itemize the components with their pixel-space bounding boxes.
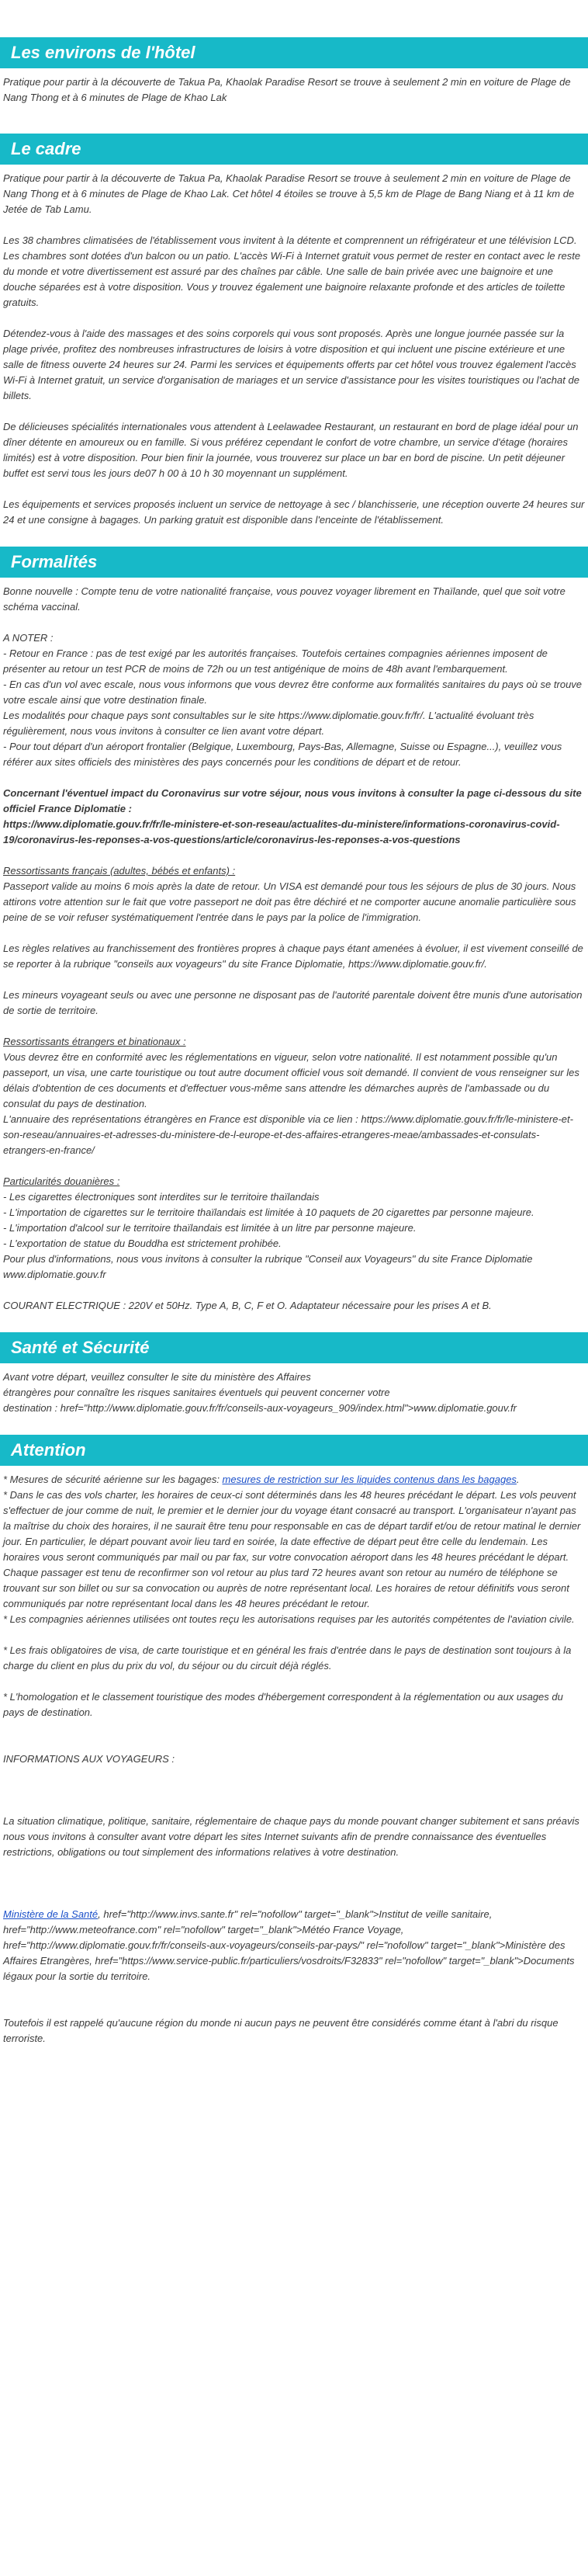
- section-body-attention: [0, 1466, 588, 2047]
- section-body-cadre: [0, 165, 588, 528]
- a-noter-text: - Retour en France : pas de test exigé par les autorités françaises. Toutefois certaines compagnies aériennes imposent de présenter au retour un test PCR de moins de 72h ou un test antigénique de moins de 48h avant l'embarquement. - En cas d'un vol avec escale, nous vous informons que vous devrez être conforme aux formalités sanitaires du pays où se trouve votre escale ainsi que votre destination finale. Les modalités pour chaque pays sont consultables sur le site https://www.diplomatie.gouv.fr/fr/. L'actualité évoluant très régulièrement, nous vous invitons à consulter ce lien avant votre départ. - Pour tout départ d'un aéroport frontalier (Belgique, Luxembourg, Pays-Bas, Allemagne, Suisse ou Espagne...), veuillez vous référer aux sites officiels des ministères des pays concernés pour les conditions de départ et de retour.: [3, 647, 583, 768]
- douane-title: Particularités douanières :: [3, 1175, 120, 1187]
- situation-text: La situation climatique, politique, sanitaire, réglementaire de chaque pays du monde pouvant changer subitement et sans préavis nous vous invitons à consulter avant votre départ les sites Internet suivants afin de prendre connaissance des éventuelles restrictions, obligations ou tout simplement des informations relatives à votre destination.: [3, 1815, 579, 1858]
- douane-text: - Les cigarettes électroniques sont interdites sur le territoire thaïlandais - L'importation de cigarettes sur le territoire thaïlandais est limitée à 10 paquets de 20 cigarettes par personne majeure. - L'importation d'alcool sur le territoire thaïlandais est limitée à un litre par personne majeure. - L'exportation de statue du Bouddha est strictement prohibée. Pour plus d'informations, nous vous invitons à consulter la rubrique "Conseil aux Voyageurs" du site France Diplomatie www.diplomatie.gouv.fr: [3, 1191, 534, 1280]
- liens-utiles: [3, 1907, 585, 1984]
- ministere-sante-link[interactable]: Ministère de la Santé: [3, 1908, 99, 1920]
- section-attention: [0, 1432, 588, 2047]
- spacer: [3, 2000, 585, 2015]
- homologation-text: * L'homologation et le classement touristique des modes d'hébergement correspondent à la réglementation ou aux usages du pays de destination.: [3, 1691, 563, 1718]
- section-header-environs: Les environs de l'hôtel: [0, 37, 588, 68]
- spacer: [3, 1798, 585, 1814]
- ressortissants-etrangers-title: Ressortissants étrangers et binationaux :: [3, 1036, 186, 1047]
- mineurs-text: Les mineurs voyageant seuls ou avec une personne ne disposant pas de l'autorité parentale doivent être munis d'une autorisation de sortie de territoire.: [3, 989, 583, 1016]
- terrorisme-text: Toutefois il est rappelé qu'aucune région du monde ni aucun pays ne peuvent être considérés comme étant à l'abri du risque terroriste.: [3, 2017, 559, 2044]
- sante-text: Avant votre départ, veuillez consulter le site du ministère des Affaires étrangères pour connaître les risques sanitaires éventuels qui peuvent concerner votre destination : href="http://www.diplomatie.gouv.fr/fr/conseils-aux-voyageurs_909/index.html">www.diplomatie.gouv.fr: [3, 1371, 517, 1414]
- ressortissants-francais-title: Ressortissants français (adultes, bébés et enfants) :: [3, 865, 236, 877]
- cadre-paragraph: De délicieuses spécialités internationales vous attendent à Leelawadee Restaurant, un restaurant en bord de plage idéal pour un dîner détente en amoureux ou en famille. Si vous préférez cependant le confort de votre chambre, un service d'étage (horaires limités) est à votre disposition. Pour bien finir la journée, vous trouverez sur place un bar en bord de piscine. Un petit déjeuner buffet est servi tous les jours de07 h 00 à 10 h 30 moyennant un supplément.: [3, 421, 579, 479]
- spacer: [3, 1736, 585, 1751]
- spacer: [3, 1891, 585, 1907]
- liens-text: , href="http://www.invs.sante.fr" rel="nofollow" target="_blank">Institut de veille sanitaire, href="http://www.meteofrance.com" rel="nofollow" target="_blank">Météo France Voyage, href="http://www.diplomatie.gouv.fr/fr/conseils-aux-voyageurs/conseils-par-pays/" rel="nofollow" target="_blank">Ministère des Affaires Etrangères, href="https://www.service-public.fr/particuliers/vosdroits/F32833" rel="nofollow" target="_blank">Documents légaux pour la sortie du territoire.: [3, 1908, 575, 1982]
- section-sante: [0, 1329, 588, 1416]
- section-environs: [0, 0, 588, 106]
- formalites-intro: Bonne nouvelle : Compte tenu de votre nationalité française, vous pouvez voyager librement en Thaïlande, quel que soit votre schéma vaccinal.: [3, 585, 566, 613]
- section-cadre: [0, 121, 588, 528]
- spacer: [3, 1876, 585, 1891]
- charter-text: * Dans le cas des vols charter, les horaires de ceux-ci sont déterminés dans les 48 heures précédant le départ. Les vols peuvent s'effectuer de jour comme de nuit, le premier et le dernier jour du voyage étant consacré au transport. L'organisateur n'ayant pas la maîtrise du choix des horaires, il ne saurait être tenu pour responsable en cas de départ tardif et/ou de retour matinal le dernier jour. En particulier, le départ pouvant avoir lieu tard en soirée, la date effective de départ peut être celle du lendemain. Les horaires vous seront communiqués par mail ou par fax, sur votre convocation aéroport dans les 48 heures précédant le départ. Chaque passager est tenu de reconfirmer son vol retour au plus tard 72 heures avant son retour au numéro de téléphone se trouvant sur son billet ou sur sa convocation ou auprès de notre représentant local. Les horaires de retour définitifs vous seront communiqués par notre représentant local dans les 48 heures précédant le retour. * Les compagnies aériennes utilisées ont toutes reçu les autorisations requises par les autorités compétentes de l'aviation civile.: [3, 1489, 581, 1625]
- section-body-sante: [0, 1363, 588, 1416]
- spacer: [3, 1783, 585, 1798]
- bagages-notice: [3, 1472, 585, 1488]
- courant-electrique: COURANT ELECTRIQUE : 220V et 50Hz. Type A, B, C, F et O. Adaptateur nécessaire pour les prises A et B.: [3, 1300, 492, 1311]
- section-body-environs: [0, 68, 588, 106]
- cadre-paragraph: Les équipements et services proposés incluent un service de nettoyage à sec / blanchisserie, une réception ouverte 24 heures sur 24 et une consigne à bagages. Un parking gratuit est disponible dans l'enceinte de l'établissement.: [3, 498, 585, 526]
- section-header-attention: Attention: [0, 1435, 588, 1466]
- section-formalites: [0, 543, 588, 1314]
- cadre-paragraph: Détendez-vous à l'aide des massages et des soins corporels qui vous sont proposés. Après une longue journée passée sur la plage privée, profitez des nombreuses infrastructures de loisirs à votre disposition et qui incluent une piscine extérieure et une salle de fitness ouverte 24 heures sur 24. Parmi les services et équipements offerts par cet hôtel vous trouvez également l'accès Wi-Fi à Internet gratuit, un service d'organisation de mariages et un service d'assistance pour les visites touristiques ou l'achat de billets.: [3, 328, 579, 401]
- section-header-formalites: Formalités: [0, 547, 588, 578]
- informations-voyageurs-title: INFORMATIONS AUX VOYAGEURS :: [3, 1753, 175, 1765]
- cadre-paragraph: Les 38 chambres climatisées de l'établissement vous invitent à la détente et comprennent un réfrigérateur et une télévision LCD. Les chambres sont dotées d'un balcon ou un patio. L'accès Wi-Fi à Internet gratuit vous permet de rester en contact avec le reste du monde et votre divertissement est assuré par des chaînes par câble. Une salle de bain privée avec une baignoire et une douche séparées est à votre disposition. Vous y trouvez également une baignoire relaxante profonde et des articles de toilette gratuits.: [3, 234, 581, 308]
- covid-notice: Concernant l'éventuel impact du Coronavirus sur votre séjour, nous vous invitons à consulter la page ci-dessous du site officiel France Diplomatie : https://www.diplomatie.gouv.fr/fr/le-ministere-et-son-reseau/actualites-du-ministere/informations-coronavirus-covid-19/coronavirus-les-reponses-a-vos-questions/article/coronavirus-les-reponses-a-vos-questions: [3, 787, 582, 845]
- ressortissants-etrangers-text: Vous devrez être en conformité avec les réglementations en vigueur, selon votre nationalité. Il est notamment possible qu'un passeport, un visa, une carte touristique ou tout autre document officiel vous soit demandé. Il convient de vous renseigner sur les délais d'obtention de ces documents et d'effectuer vous-même sans attendre les démarches auprès de l'ambassade ou du consulat du pays de destination. L'annuaire des représentations étrangères en France est disponible via ce lien : https://www.diplomatie.gouv.fr/fr/le-ministere-et-son-reseau/annuaires-et-adresses-du-ministere-de-l-europe-et-des-affaires-etrangeres-meae/ambassades-et-consulats-etrangers-en-france/: [3, 1051, 579, 1156]
- regles-frontieres: Les règles relatives au franchissement des frontières propres à chaque pays étant amenées à évoluer, il est vivement conseillé de se reporter à la rubrique "conseils aux voyageurs" du site France Diplomatie, https://www.diplomatie.gouv.fr/.: [3, 943, 583, 970]
- bagages-suffix: .: [516, 1474, 520, 1485]
- liquides-link[interactable]: mesures de restriction sur les liquides contenus dans les bagages: [222, 1474, 517, 1485]
- frais-text: * Les frais obligatoires de visa, de carte touristique et en général les frais d'entrée dans le pays de destination sont toujours à la charge du client en plus du prix du vol, du séjour ou du circuit déjà réglés.: [3, 1644, 572, 1672]
- environs-text: Pratique pour partir à la découverte de Takua Pa, Khaolak Paradise Resort se trouve à seulement 2 min en voiture de Plage de Nang Thong et à 6 minutes de Plage de Khao Lak: [3, 76, 571, 103]
- section-header-sante: Santé et Sécurité: [0, 1332, 588, 1363]
- ressortissants-francais-text: Passeport valide au moins 6 mois après la date de retour. Un VISA est demandé pour tous les séjours de plus de 30 jours. Nous attirons votre attention sur le fait que votre passeport ne doit pas être déchiré et ne comporter aucune anomalie particulière sous peine de se voir refuser systématiquement l'entrée dans le pays par la police de l'immigration.: [3, 880, 576, 923]
- a-noter-title: A NOTER :: [3, 632, 54, 644]
- section-header-cadre: Le cadre: [0, 134, 588, 165]
- cadre-paragraph: Pratique pour partir à la découverte de Takua Pa, Khaolak Paradise Resort se trouve à seulement 2 min en voiture de Plage de Nang Thong et à 6 minutes de Plage de Khao Lak. Cet hôtel 4 étoiles se trouve à 5,5 km de Plage de Bang Niang et à 11 km de Jetée de Tab Lamu.: [3, 172, 575, 215]
- bagages-prefix: * Mesures de sécurité aérienne sur les bagages:: [3, 1474, 223, 1485]
- section-body-formalites: [0, 578, 588, 1314]
